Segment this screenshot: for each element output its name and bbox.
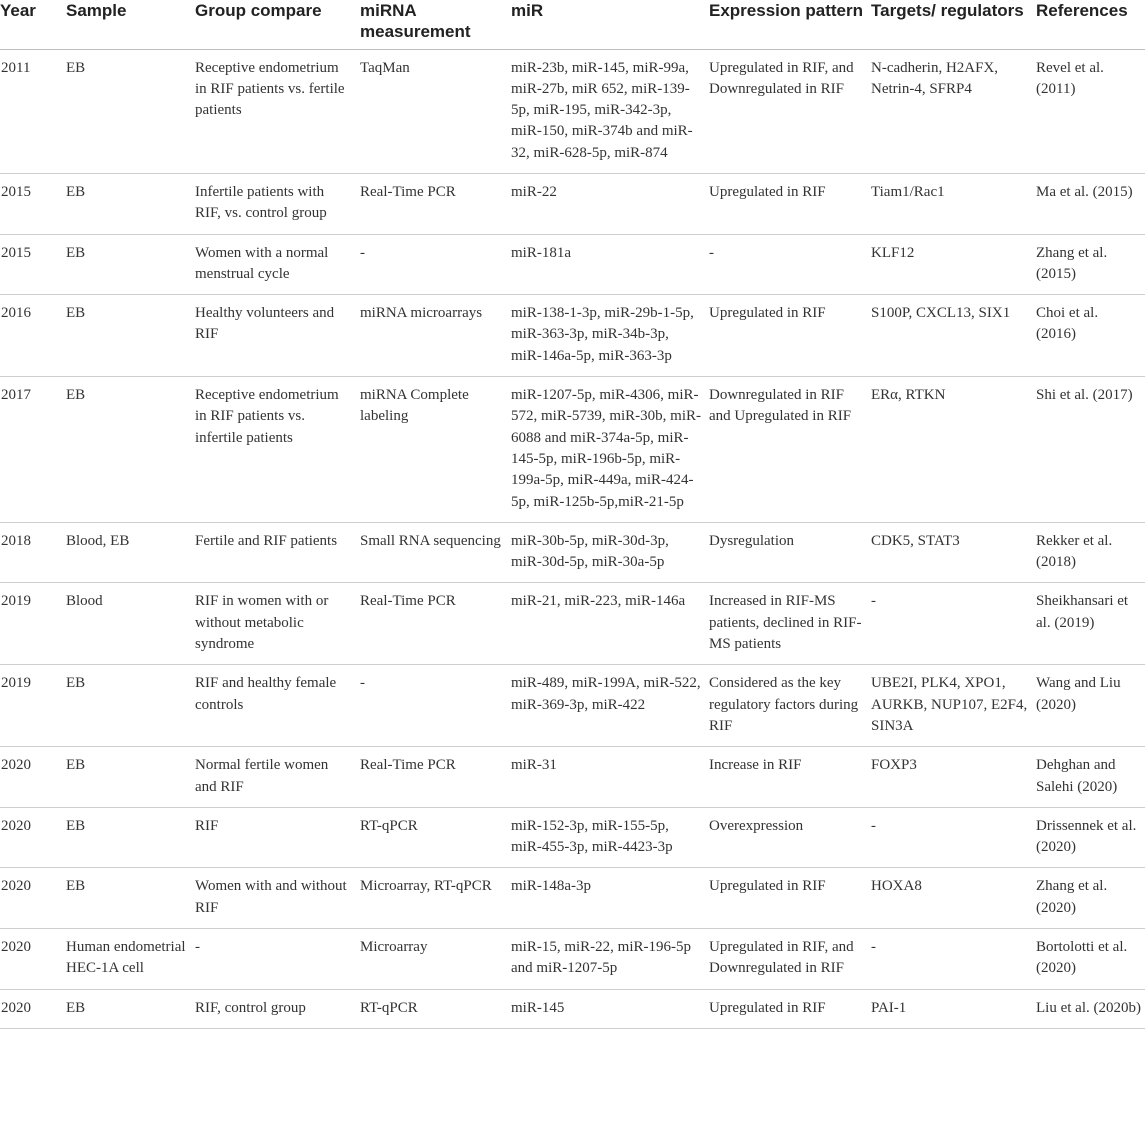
mir-cell: miR-181a — [507, 234, 705, 295]
mir-cell: miR-489, miR-199A, miR-522, miR-369-3p, miR-422 — [507, 665, 705, 747]
reference-cell: Wang and Liu (2020) — [1032, 665, 1145, 747]
measurement-cell: Real-Time PCR — [356, 747, 507, 808]
reference-cell: Liu et al. (2020b) — [1032, 989, 1145, 1028]
expression-pattern-cell: Increase in RIF — [705, 747, 867, 808]
year-cell: 2020 — [0, 747, 62, 808]
targets-cell: KLF12 — [867, 234, 1032, 295]
year-cell: 2015 — [0, 173, 62, 234]
group-compare-cell: Infertile patients with RIF, vs. control group — [191, 173, 356, 234]
mir-cell: miR-1207-5p, miR-4306, miR-572, miR-5739, miR-30b, miR-6088 and miR-374a-5p, miR-145-5p, miR-196b-5p, miR-199a-5p, miR-449a, miR-424-5p, miR-125b-5p,miR-21-5p — [507, 377, 705, 523]
header-year: Year — [0, 0, 62, 49]
measurement-cell: Microarray, RT-qPCR — [356, 868, 507, 929]
group-compare-cell: Normal fertile women and RIF — [191, 747, 356, 808]
targets-cell: S100P, CXCL13, SIX1 — [867, 295, 1032, 377]
sample-cell: Blood — [62, 583, 191, 665]
sample-cell: EB — [62, 234, 191, 295]
header-row — [0, 0, 1145, 49]
sample-cell: EB — [62, 49, 191, 173]
targets-cell: - — [867, 583, 1032, 665]
expression-pattern-cell: Upregulated in RIF — [705, 868, 867, 929]
sample-cell: EB — [62, 807, 191, 868]
mir-cell: miR-23b, miR-145, miR-99a, miR-27b, miR 652, miR-139-5p, miR-195, miR-342-3p, miR-150, miR-374b and miR-32, miR-628-5p, miR-874 — [507, 49, 705, 173]
header-expression-pattern: Expression pattern — [705, 0, 867, 49]
measurement-cell: miRNA microarrays — [356, 295, 507, 377]
measurement-cell: Microarray — [356, 929, 507, 990]
table-body — [0, 49, 1145, 1028]
mir-cell: miR-30b-5p, miR-30d-3p, miR-30d-5p, miR-30a-5p — [507, 522, 705, 583]
year-cell: 2020 — [0, 868, 62, 929]
header-references: References — [1032, 0, 1145, 49]
header-mirna-measurement: miRNA measurement — [356, 0, 507, 49]
table-row — [0, 173, 1145, 234]
table-row — [0, 522, 1145, 583]
sample-cell: EB — [62, 665, 191, 747]
mir-cell: miR-145 — [507, 989, 705, 1028]
group-compare-cell: Receptive endometrium in RIF patients vs. fertile patients — [191, 49, 356, 173]
mir-cell: miR-21, miR-223, miR-146a — [507, 583, 705, 665]
table-row — [0, 807, 1145, 868]
mir-cell: miR-22 — [507, 173, 705, 234]
measurement-cell: TaqMan — [356, 49, 507, 173]
sample-cell: Human endometrial HEC-1A cell — [62, 929, 191, 990]
reference-cell: Dehghan and Salehi (2020) — [1032, 747, 1145, 808]
expression-pattern-cell: Downregulated in RIF and Upregulated in RIF — [705, 377, 867, 523]
year-cell: 2011 — [0, 49, 62, 173]
table-row — [0, 868, 1145, 929]
sample-cell: Blood, EB — [62, 522, 191, 583]
group-compare-cell: RIF in women with or without metabolic syndrome — [191, 583, 356, 665]
expression-pattern-cell: Upregulated in RIF — [705, 173, 867, 234]
measurement-cell: miRNA Complete labeling — [356, 377, 507, 523]
group-compare-cell: RIF and healthy female controls — [191, 665, 356, 747]
table-row — [0, 929, 1145, 990]
group-compare-cell: - — [191, 929, 356, 990]
header-group-compare: Group compare — [191, 0, 356, 49]
reference-cell: Rekker et al. (2018) — [1032, 522, 1145, 583]
targets-cell: CDK5, STAT3 — [867, 522, 1032, 583]
reference-cell: Bortolotti et al. (2020) — [1032, 929, 1145, 990]
targets-cell: - — [867, 929, 1032, 990]
group-compare-cell: Fertile and RIF patients — [191, 522, 356, 583]
sample-cell: EB — [62, 747, 191, 808]
table-row — [0, 377, 1145, 523]
table-row — [0, 295, 1145, 377]
expression-pattern-cell: - — [705, 234, 867, 295]
expression-pattern-cell: Upregulated in RIF — [705, 989, 867, 1028]
targets-cell: PAI-1 — [867, 989, 1032, 1028]
expression-pattern-cell: Overexpression — [705, 807, 867, 868]
sample-cell: EB — [62, 377, 191, 523]
targets-cell: Tiam1/Rac1 — [867, 173, 1032, 234]
targets-cell: FOXP3 — [867, 747, 1032, 808]
header-targets-regulators: Targets/ regulators — [867, 0, 1032, 49]
group-compare-cell: RIF, control group — [191, 989, 356, 1028]
mir-cell: miR-15, miR-22, miR-196-5p and miR-1207-5p — [507, 929, 705, 990]
mir-cell: miR-152-3p, miR-155-5p, miR-455-3p, miR-4423-3p — [507, 807, 705, 868]
reference-cell: Sheikhansari et al. (2019) — [1032, 583, 1145, 665]
measurement-cell: Real-Time PCR — [356, 583, 507, 665]
mir-cell: miR-31 — [507, 747, 705, 808]
expression-pattern-cell: Upregulated in RIF — [705, 295, 867, 377]
mir-cell: miR-148a-3p — [507, 868, 705, 929]
measurement-cell: Small RNA sequencing — [356, 522, 507, 583]
sample-cell: EB — [62, 868, 191, 929]
sample-cell: EB — [62, 989, 191, 1028]
table-row — [0, 583, 1145, 665]
expression-pattern-cell: Upregulated in RIF, and Downregulated in RIF — [705, 49, 867, 173]
group-compare-cell: Receptive endometrium in RIF patients vs. infertile patients — [191, 377, 356, 523]
year-cell: 2020 — [0, 807, 62, 868]
expression-pattern-cell: Increased in RIF-MS patients, declined in RIF-MS patients — [705, 583, 867, 665]
sample-cell: EB — [62, 173, 191, 234]
targets-cell: HOXA8 — [867, 868, 1032, 929]
targets-cell: N-cadherin, H2AFX, Netrin-4, SFRP4 — [867, 49, 1032, 173]
group-compare-cell: RIF — [191, 807, 356, 868]
year-cell: 2019 — [0, 665, 62, 747]
year-cell: 2020 — [0, 929, 62, 990]
sample-cell: EB — [62, 295, 191, 377]
table-row — [0, 234, 1145, 295]
reference-cell: Shi et al. (2017) — [1032, 377, 1145, 523]
measurement-cell: RT-qPCR — [356, 807, 507, 868]
table-row — [0, 665, 1145, 747]
expression-pattern-cell: Dysregulation — [705, 522, 867, 583]
group-compare-cell: Women with a normal menstrual cycle — [191, 234, 356, 295]
mir-cell: miR-138-1-3p, miR-29b-1-5p, miR-363-3p, miR-34b-3p, miR-146a-5p, miR-363-3p — [507, 295, 705, 377]
year-cell: 2016 — [0, 295, 62, 377]
year-cell: 2015 — [0, 234, 62, 295]
table-row — [0, 49, 1145, 173]
targets-cell: ERα, RTKN — [867, 377, 1032, 523]
targets-cell: - — [867, 807, 1032, 868]
reference-cell: Choi et al. (2016) — [1032, 295, 1145, 377]
table-header — [0, 0, 1145, 49]
reference-cell: Zhang et al. (2020) — [1032, 868, 1145, 929]
header-mir: miR — [507, 0, 705, 49]
group-compare-cell: Healthy volunteers and RIF — [191, 295, 356, 377]
year-cell: 2017 — [0, 377, 62, 523]
reference-cell: Zhang et al. (2015) — [1032, 234, 1145, 295]
targets-cell: UBE2I, PLK4, XPO1, AURKB, NUP107, E2F4, SIN3A — [867, 665, 1032, 747]
year-cell: 2019 — [0, 583, 62, 665]
expression-pattern-cell: Upregulated in RIF, and Downregulated in RIF — [705, 929, 867, 990]
table-row — [0, 989, 1145, 1028]
header-sample: Sample — [62, 0, 191, 49]
year-cell: 2018 — [0, 522, 62, 583]
expression-pattern-cell: Considered as the key regulatory factors during RIF — [705, 665, 867, 747]
table-row — [0, 747, 1145, 808]
reference-cell: Revel et al. (2011) — [1032, 49, 1145, 173]
reference-cell: Drissennek et al. (2020) — [1032, 807, 1145, 868]
measurement-cell: - — [356, 665, 507, 747]
measurement-cell: Real-Time PCR — [356, 173, 507, 234]
group-compare-cell: Women with and without RIF — [191, 868, 356, 929]
reference-cell: Ma et al. (2015) — [1032, 173, 1145, 234]
measurement-cell: - — [356, 234, 507, 295]
measurement-cell: RT-qPCR — [356, 989, 507, 1028]
year-cell: 2020 — [0, 989, 62, 1028]
